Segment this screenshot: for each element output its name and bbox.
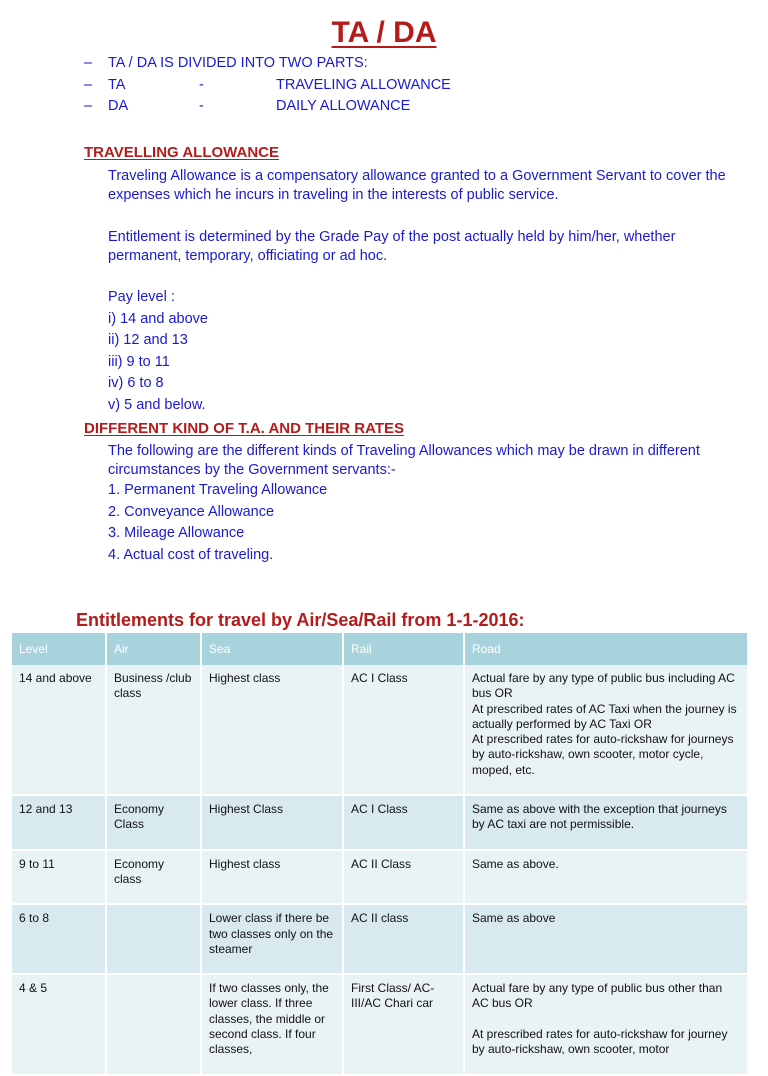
pay-level-item: i) 14 and above [108,310,208,327]
full-ta: TRAVELING ALLOWANCE [276,76,451,93]
column-header: Sea [201,633,343,665]
kinds-list [108,482,327,568]
level-cell: 9 to 11 [12,850,106,905]
separator: - [199,76,204,93]
sea-cell: If two classes only, the lower class. If three classes, the middle or second class. If four classes, [201,974,343,1074]
page-title: TA / DA [331,16,437,49]
travelling-allowance-heading: TRAVELLING ALLOWANCE [84,144,279,161]
pay-level-item: v) 5 and below. [108,396,206,413]
table-row [12,904,748,974]
entitlement-paragraph: Entitlement is determined by the Grade Pay of the post actually held by him/her, whether permanent, temporary, officiating or ad hoc. [108,229,676,264]
rail-cell: AC II Class [343,850,464,905]
level-cell: 4 & 5 [12,974,106,1074]
dash-bullet: – [84,98,93,114]
pay-level-list [108,289,208,418]
table-row [12,665,748,795]
column-header: Road [464,633,748,665]
rail-cell: First Class/ AC-III/AC Chari car [343,974,464,1074]
air-cell: Economy Class [106,795,201,850]
dash-bullet: – [84,76,93,93]
sea-cell: Highest class [201,850,343,905]
separator: - [199,98,204,114]
kinds-item: 3. Mileage Allowance [108,525,245,541]
air-cell: Business /club class [106,665,201,795]
pay-level-item: iv) 6 to 8 [108,375,164,391]
travelling-allowance-definition: Traveling Allowance is a compensatory allowance granted to a Government Servant to cover the expenses which he incurs in traveling in the interests of public service. [108,168,726,203]
abbr-ta: TA [108,76,126,93]
pay-level-item: iii) 9 to 11 [108,353,170,370]
level-cell: 14 and above [12,665,106,795]
road-cell: Actual fare by any type of public bus including AC bus OR At prescribed rates of AC Taxi when the journey is actually performed by AC Taxi OR At prescribed rates for auto-rickshaw for journeys by auto-rickshaw, own scooter, motor cycle, moped, etc. [464,665,748,795]
column-header: Level [12,633,106,665]
air-cell [106,974,201,1074]
entitlements-table [12,633,749,1076]
pay-level-item: ii) 12 and 13 [108,332,188,348]
full-da: DAILY ALLOWANCE [276,98,411,114]
column-header: Rail [343,633,464,665]
abbr-da: DA [108,98,129,114]
level-cell: 12 and 13 [12,795,106,850]
dash-bullet: – [84,55,93,71]
table-row [12,795,748,850]
kinds-heading: DIFFERENT KIND OF T.A. AND THEIR RATES [84,420,404,437]
sea-cell: Highest class [201,665,343,795]
air-cell [106,904,201,974]
rail-cell: AC II class [343,904,464,974]
column-header: Air [106,633,201,665]
kinds-item: 4. Actual cost of traveling. [108,546,274,563]
road-cell: Actual fare by any type of public bus other than AC bus OR At prescribed rates for auto-rickshaw for journey by auto-rickshaw, own scooter, motor [464,974,748,1074]
road-cell: Same as above with the exception that journeys by AC taxi are not permissible. [464,795,748,850]
rail-cell: AC I Class [343,795,464,850]
kinds-item: 1. Permanent Traveling Allowance [108,482,328,498]
level-cell: 6 to 8 [12,904,106,974]
entitlements-table-title: Entitlements for travel by Air/Sea/Rail from 1-1-2016: [76,610,525,630]
air-cell: Economy class [106,850,201,905]
table-row [12,974,748,1074]
kinds-paragraph: The following are the different kinds of Traveling Allowances which may be drawn in different circumstances by the Government servants:- [108,443,700,478]
sea-cell: Lower class if there be two classes only on the steamer [201,904,343,974]
table-header-row [12,633,748,665]
pay-level-label: Pay level : [108,289,175,305]
intro-text: TA / DA IS DIVIDED INTO TWO PARTS: [108,55,368,71]
table-row [12,850,748,905]
road-cell: Same as above. [464,850,748,905]
sea-cell: Highest Class [201,795,343,850]
kinds-item: 2. Conveyance Allowance [108,503,275,520]
rail-cell: AC I Class [343,665,464,795]
road-cell: Same as above [464,904,748,974]
